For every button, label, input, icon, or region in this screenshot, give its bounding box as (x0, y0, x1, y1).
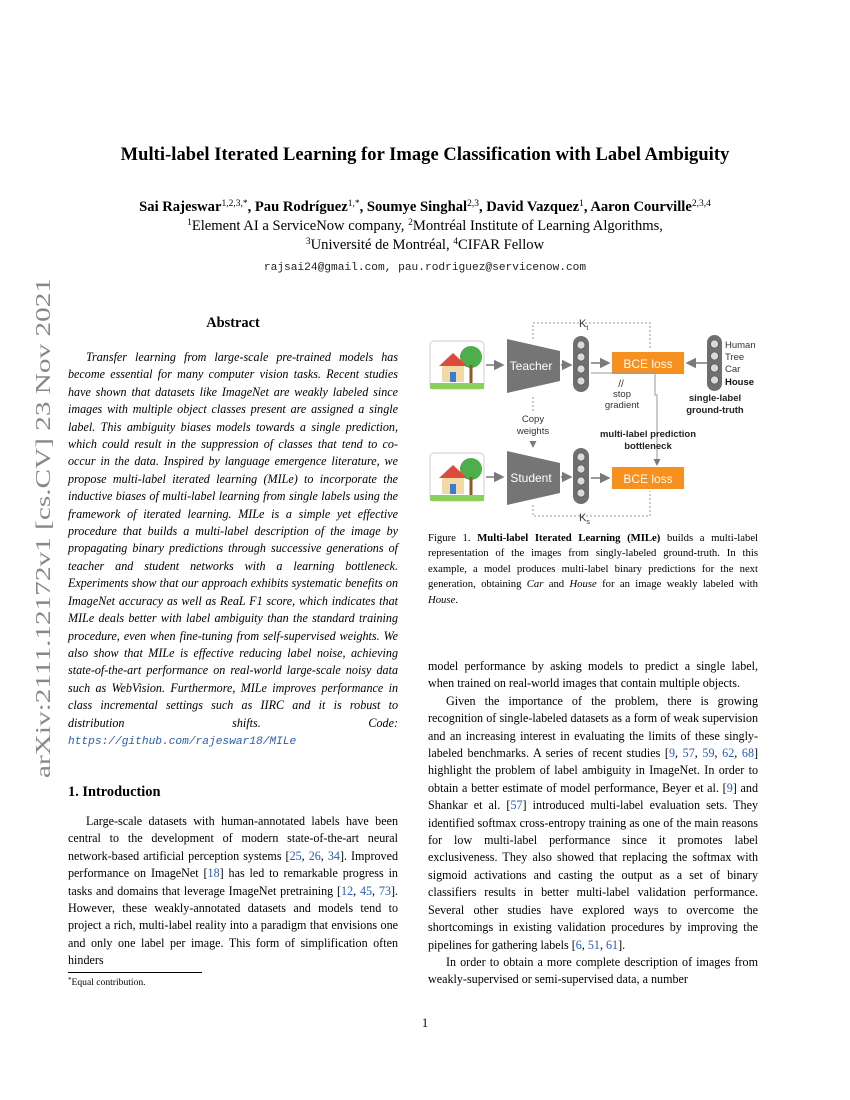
author-block (0, 198, 850, 255)
code-link[interactable]: https://github.com/rajeswar18/MILe (68, 735, 297, 748)
k-t-label: $K_t$ (579, 318, 589, 332)
teacher-label: Teacher (509, 359, 553, 373)
k-s-label: $K_s$ (579, 512, 590, 526)
citation-link[interactable]: 59 (702, 746, 715, 761)
author-affil-sup: 1 (579, 199, 584, 209)
bottleneck-line2: bottleneck (624, 441, 672, 452)
author-affil-sup: 2,3,4 (691, 199, 711, 209)
citation-link[interactable]: 45 (359, 883, 373, 898)
input-image-student (430, 453, 484, 501)
caption-bold: Multi-label Iterated Learning (477, 532, 621, 544)
citation-link[interactable]: 61 (606, 937, 619, 952)
caption-label: Figure 1. (428, 532, 471, 544)
ground-truth-units (707, 335, 722, 391)
footnote-rule (68, 972, 202, 973)
figure-1-diagram (425, 313, 765, 528)
gt-label-human: Human (725, 340, 756, 351)
arxiv-stamp-text: arXiv:2111.12172v1 [cs.CV] 23 Nov 2021 (31, 410, 55, 778)
gt-label-house: House (725, 377, 755, 388)
introduction-body: Large-scale datasets with human-annotated labels have been central to the development of modern state-of-the-art neural network-based artificial perception systems [25, 26, 34]. Improved performance on ImageNet [18] has led to remarkable progress in tasks and domains that leverage ImageNet pretraining [12, 45, 73]. However, these weakly-annotated datasets and models tend to project a rich, multi-label reality into a paradigm that envisions one and only one label per image. This form of simplification often hinders (68, 814, 399, 968)
bce-loss-label: BCE loss (623, 472, 673, 486)
student-output-units (573, 448, 589, 504)
page-number: 1 (421, 1016, 429, 1030)
abstract-heading: Abstract (206, 315, 260, 331)
citation-link[interactable]: 18 (207, 866, 220, 881)
stop-gradient-line2: gradient (604, 400, 640, 411)
citation-link[interactable]: 57 (682, 746, 695, 761)
author-emails: rajsai24@gmail.com, pau.rodriguez@servicenow.com (263, 262, 587, 274)
paragraph: Given the importance of the problem, there is growing recognition of single-labeled datasets as a form of weak supervision and an increasing interest in evaluating the limits of these singly-labeled benchmarks. A series of recent studies [9, 57, 59, 62, 68] highlight the problem of label ambiguity in ImageNet. In order to obtain a better estimate of model performance, Beyer et al. [9] and Shankar et al. [57] introduced multi-label evaluation sets. They identified softmax cross-entropy training as one of the main reasons for low multi-label performance since it promotes label exclusiveness. They also showed that replacing the softmax with sigmoid activations and casting the output as a set of binary classifiers results in better multi-label validation performance. Several other studies have explored ways to overcome the shortcomings in existing validation procedures by improving the pipelines for gathering labels [6, 51, 61]. (428, 693, 759, 952)
copy-weights-line1: Copy (521, 414, 545, 425)
teacher-output-units (573, 336, 589, 392)
figure-1-caption: Figure 1. Multi-label Iterated Learning (MILe) builds a multi-label representation of the images from singly-labeled ground-truth. In this example, a model produces multi-label binary predictions for the next generation, obtaining Car and House for an image weakly labeled with House. (428, 532, 759, 606)
gt-caption-line1: single-label (688, 393, 742, 404)
copy-weights-line2: weights (516, 426, 550, 437)
student-label: Student (510, 471, 552, 485)
citation-link[interactable]: 57 (510, 798, 523, 813)
author-names: Sai Rajeswar$^{1,2,3,*}$, Pau Rodríguez$^{1,*}$, Soumye Singhal$^{2,3}$, David Vazquez$^1$, Aaron Courville$^{2,3,4}$ (139, 199, 711, 215)
code-label: Code: (368, 715, 398, 730)
author-name: Soumye Singhal (366, 199, 468, 215)
citation-link[interactable]: 12 (341, 883, 354, 898)
abstract-text: Transfer learning from large-scale pre-trained models has become essential for many computer vision tasks. Recent studies have shown that datasets like ImageNet are weakly labeled since images with multiple object classes present are assigned a single label. This ambiguity biases models towards a single prediction, which could result in the suppression of classes that tend to co-occur in the data. Inspired by language emergence literature, we propose multi-label iterated learning (MILe) to incorporate the inductive biases of multi-label learning from single labels using the framework of iterated learning. MILe is a simple yet effective procedure that builds a multi-label description of the image by propagating binary predictions through successive generations of teacher and student networks with a learning bottleneck. Experiments show that our approach exhibits systematic benefits on ImageNet accuracy as well as ReaL F1 score, which indicates that MILe deals better with label ambiguity than the standard training procedure, even when fine-tuning from self-supervised weights. We also show that MILe is effective reducing label noise, achieving state-of-the-art performance on real-world large-scale noisy data such as WebVision. Furthermore, MILe improves performance in class incremental settings such as IIRC and it is robust to distribution shifts. (68, 350, 398, 730)
author-name: Aaron Courville (590, 199, 692, 215)
bce-loss-label: BCE loss (623, 357, 673, 371)
stop-gradient-mark: // (618, 379, 624, 390)
paragraph: In order to obtain a more complete description of images from weakly-supervised or semi-supervised data, a number (428, 954, 758, 987)
citation-link[interactable]: 51 (587, 937, 600, 952)
citation-link[interactable]: 9 (726, 780, 733, 795)
author-name: David Vazquez (486, 199, 580, 215)
bottleneck-line1: multi-label prediction (599, 429, 697, 440)
author-affil-sup: 1,* (347, 199, 360, 209)
author-affil-sup: 1,2,3,* (221, 199, 248, 209)
affiliation-line: $^1$Element AI a ServiceNow company, $^2$Montréal Institute of Learning Algorithms, (187, 218, 663, 234)
input-image-teacher (430, 341, 484, 389)
author-name: Pau Rodríguez (254, 199, 348, 215)
section-heading-introduction: 1. Introduction (68, 784, 161, 800)
footnote: *Equal contribution. (68, 976, 146, 988)
paper-title: Multi-label Iterated Learning for Image Classification with Label Ambiguity (120, 145, 730, 165)
right-column-body (428, 658, 758, 989)
gt-label-tree: Tree (725, 352, 745, 363)
citation-link[interactable]: 9 (668, 746, 675, 761)
citation-link[interactable]: 62 (722, 746, 735, 761)
abstract-body (68, 349, 398, 751)
citation-link[interactable]: 6 (575, 937, 582, 952)
author-affil-sup: 2,3 (467, 199, 479, 209)
citation-link[interactable]: 25 (289, 848, 302, 863)
citation-link[interactable]: 73 (378, 883, 391, 898)
gt-caption-line2: ground-truth (686, 405, 744, 416)
citation-link[interactable]: 34 (327, 848, 340, 863)
stop-gradient-line1: stop (613, 389, 631, 400)
author-name: Sai Rajeswar (139, 199, 222, 215)
paragraph: model performance by asking models to predict a single label, when trained on real-world images that contain multiple objects. (428, 659, 758, 691)
citation-link[interactable]: 68 (741, 746, 754, 761)
arxiv-stamp (12, 270, 62, 790)
citation-link[interactable]: 26 (308, 848, 321, 863)
gt-label-car: Car (725, 364, 741, 375)
affiliation-line: $^3$Université de Montréal, $^4$CIFAR Fellow (305, 237, 545, 253)
